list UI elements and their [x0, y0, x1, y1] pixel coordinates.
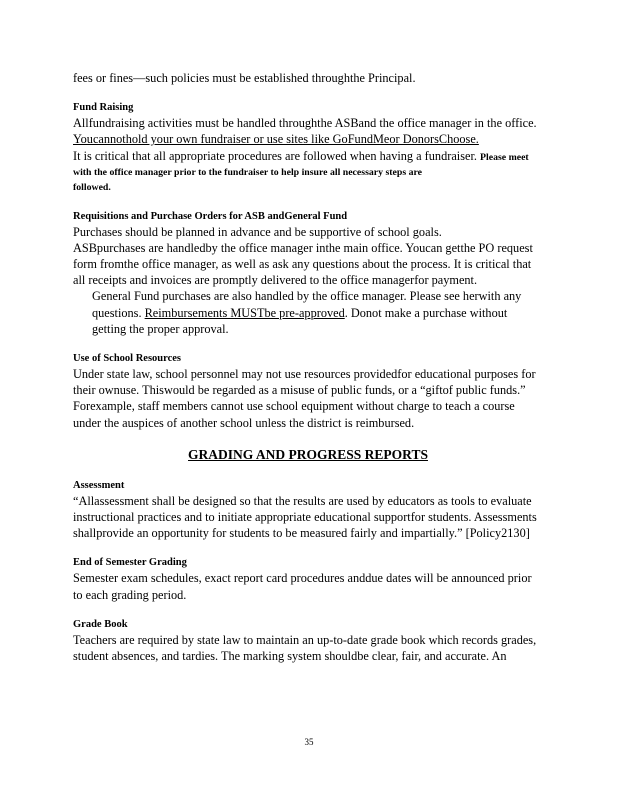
- grade-book-text: Teachers are required by state law to maintain an up-to-date grade book which records grades, student absences, and tardies. The marking system shouldbe clear, fair, and accurate. An: [73, 632, 537, 664]
- requisitions-general-paragraph: [73, 288, 543, 337]
- school-resources-heading: Use of School Resources: [73, 353, 182, 365]
- page-number: 35: [304, 737, 314, 747]
- assessment-heading: Assessment: [73, 479, 125, 491]
- requisitions-heading: Requisitions and Purchase Orders for ASB andGeneral Fund: [73, 210, 348, 222]
- requisitions-line1: Purchases should be planned in advance and be supportive of school goals.: [73, 224, 442, 239]
- fund-raising-notice-c: followed.: [73, 181, 111, 193]
- fund-raising-line1: Allfundraising activities must be handled throughthe ASBand the office manager in the office.: [73, 116, 537, 131]
- intro-line: fees or fines—such policies must be established throughthe Principal.: [73, 71, 416, 85]
- fund-raising-heading: Fund Raising: [73, 102, 134, 114]
- fund-raising-notice-a: Please meet: [480, 151, 529, 163]
- fund-raising-underlined: Youcannothold your own fundraiser or use sites like GoFundMeor DonorsChoose.: [73, 132, 479, 147]
- section-title: GRADING AND PROGRESS REPORTS: [188, 446, 428, 462]
- reimbursement-note: Reimbursements MUSTbe pre-approved: [144, 305, 345, 320]
- assessment-text: “Allassessment shall be designed so that the results are used by educators as tools to evaluate instructional practices and to initiate appropriate educational supportfor students. Assessments shallprovide an opportunity for students to be measured fairly and impartially.” [Policy2130]: [73, 493, 537, 541]
- general-fund-text: General Fund purchases are also handled by the office manager. Please see herwith any questions.: [92, 289, 522, 320]
- fund-raising-notice-b: with the office manager prior to the fundraiser to help insure all necessary steps are: [73, 166, 423, 178]
- asb-text: ASBpurchases are handledby the office manager inthe main office. Youcan getthe PO request form fromthe office manager, as well as ask any questions about the process. It is critical that all receipts and invoices are promptly delivered to the office managerfor payment.: [73, 240, 533, 288]
- grade-book-heading: Grade Book: [73, 618, 128, 630]
- fund-raising-line3: [73, 148, 543, 165]
- end-of-semester-text: Semester exam schedules, exact report card procedures anddue dates will be announced prior to each grading period.: [73, 571, 532, 602]
- requisitions-tail: . Donot make a purchase without getting the proper approval.: [92, 305, 508, 336]
- school-resources-text: Under state law, school personnel may not use resources providedfor educational purposes for their ownuse. Thiswould be regarded as a misuse of public funds, or a “giftof public funds.” Forexample, staff members cannot use school equipment without charge to teach a course under the auspices of another school unless the district is reimbursed.: [73, 367, 536, 430]
- end-of-semester-heading: End of Semester Grading: [73, 557, 187, 569]
- requisitions-asb-paragraph: [73, 240, 543, 289]
- document-page: [73, 70, 543, 664]
- fund-raising-line3-text: It is critical that all appropriate procedures are followed when having a fundraiser.: [73, 148, 477, 163]
